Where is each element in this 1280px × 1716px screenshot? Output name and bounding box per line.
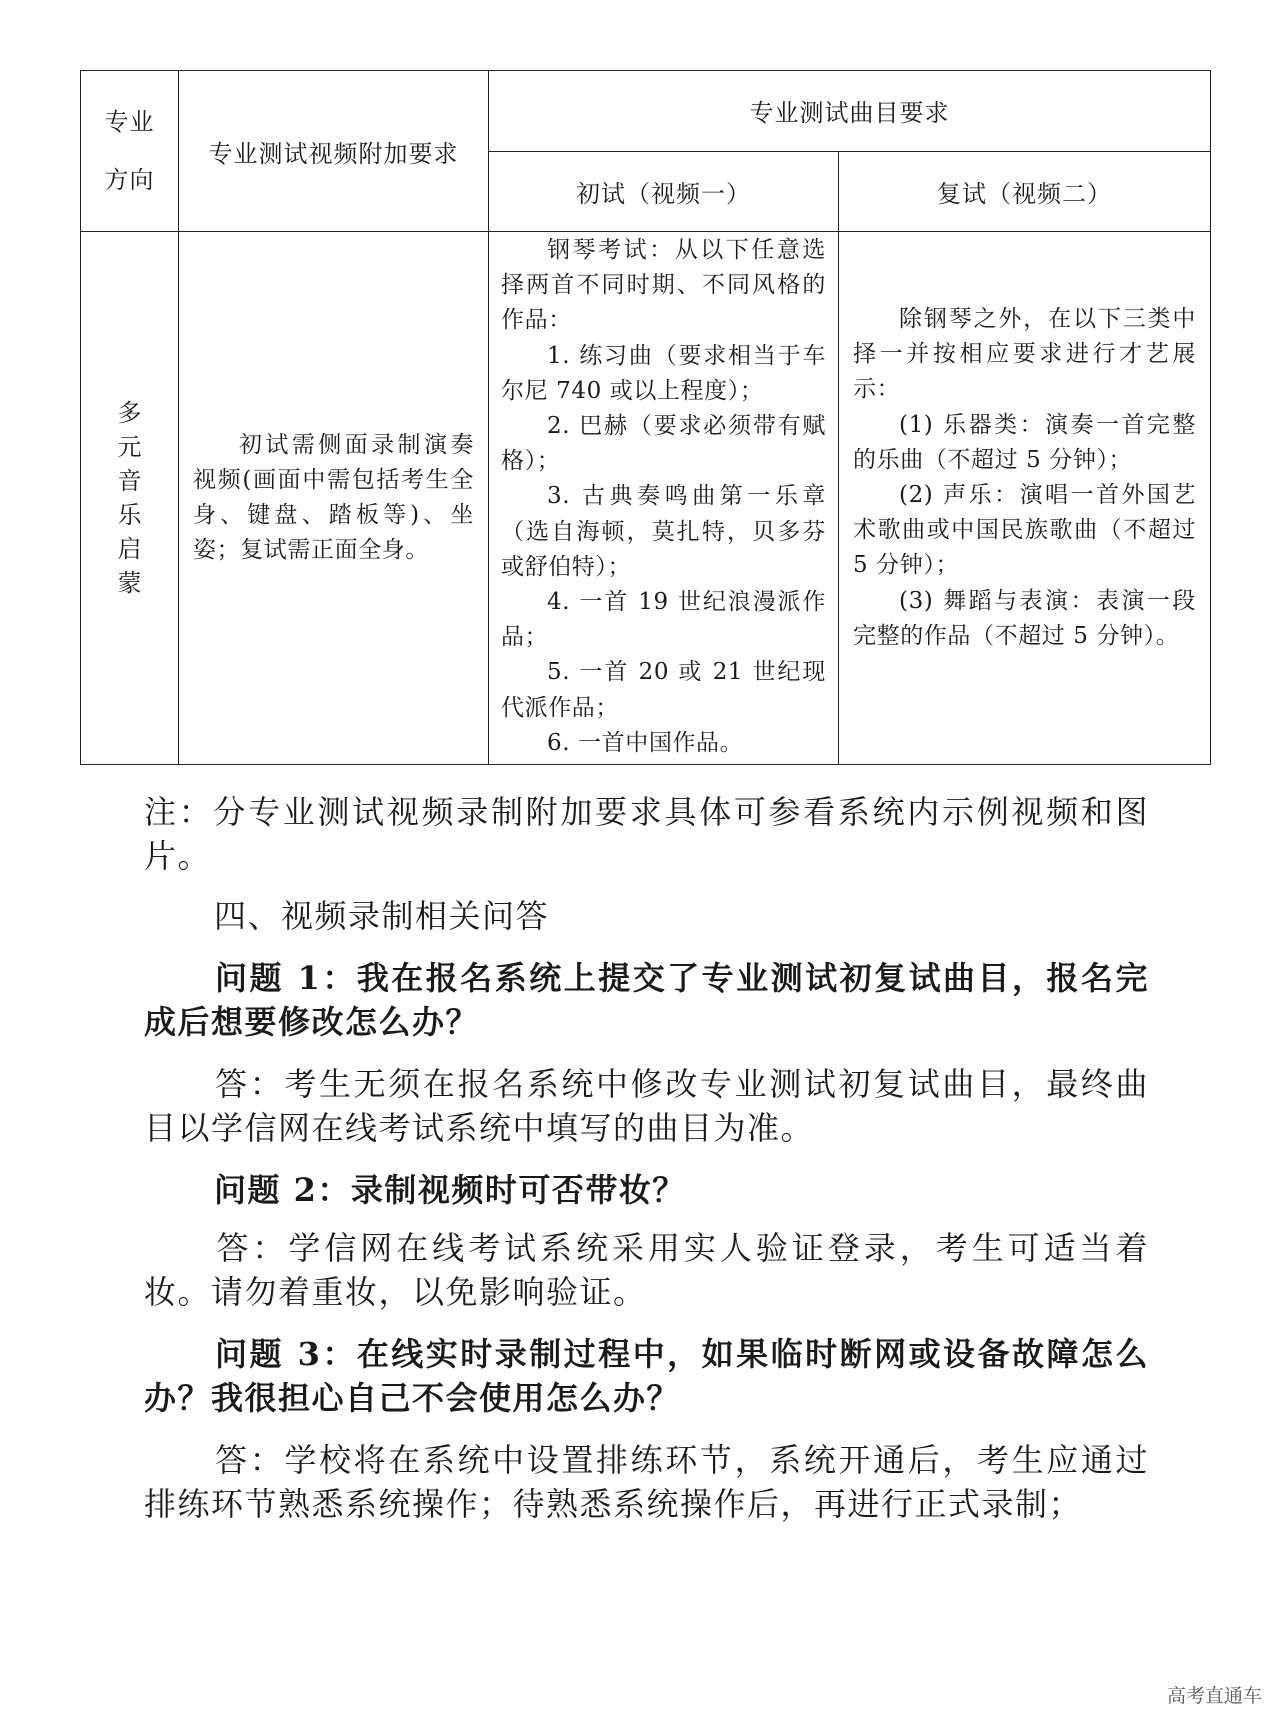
direction-char: 多	[117, 399, 142, 427]
first-round-cell	[489, 232, 839, 765]
first-round-item: 2. 巴赫（要求必须带有赋格）；	[501, 413, 826, 475]
second-round-item: (2) 声乐：演唱一首外国艺术歌曲或中国民族歌曲（不超过 5 分钟）；	[853, 482, 1196, 579]
question-3: 问题 3：在线实时录制过程中，如果临时断网或设备故障怎么办？我很担心自己不会使用怎么办？	[144, 1335, 1149, 1417]
watermark: 高考直通车	[1166, 1686, 1262, 1707]
direction-char: 元	[117, 433, 142, 461]
answer-1: 答：考生无须在报名系统中修改专业测试初复试曲目，最终曲目以学信网在线考试系统中填写的曲目为准。	[144, 1065, 1149, 1147]
additional-requirements-cell	[179, 232, 489, 765]
question-1: 问题 1：我在报名系统上提交了专业测试初复试曲目，报名完成后想要修改怎么办？	[144, 959, 1149, 1041]
header-second-round: 复试（视频二）	[839, 151, 1211, 232]
first-round-item: 4. 一首 19 世纪浪漫派作品；	[501, 589, 826, 651]
question-2: 问题 2：录制视频时可否带妆？	[214, 1171, 686, 1209]
first-round-item: 1. 练习曲（要求相当于车尔尼 740 或以上程度）；	[501, 342, 826, 404]
second-round-cell	[839, 232, 1211, 765]
second-round-intro: 除钢琴之外，在以下三类中择一并按相应要求进行才艺展示：	[853, 306, 1196, 403]
second-round-item: (3) 舞蹈与表演：表演一段完整的作品（不超过 5 分钟）。	[853, 587, 1196, 649]
header-additional-requirements: 专业测试视频附加要求	[179, 71, 489, 232]
first-round-intro: 钢琴考试：从以下任意选择两首不同时期、不同风格的作品：	[501, 237, 826, 334]
additional-requirements-text: 初试需侧面录制演奏视频(画面中需包括考生全身、键盘、踏板等)、坐姿；复试需正面全身。	[193, 431, 474, 564]
direction-char: 音	[117, 467, 142, 495]
header-first-round: 初试（视频一）	[489, 151, 839, 232]
section-heading: 四、视频录制相关问答	[214, 897, 550, 935]
direction-cell	[81, 232, 179, 765]
direction-char: 启	[117, 535, 142, 563]
direction-char: 乐	[117, 501, 142, 529]
first-round-item: 5. 一首 20 或 21 世纪现代派作品；	[501, 659, 826, 721]
answer-2: 答：学信网在线考试系统采用实人验证登录，考生可适当着妆。请勿着重妆，以免影响验证。	[144, 1229, 1149, 1311]
header-piece-requirements: 专业测试曲目要求	[489, 71, 1211, 152]
requirements-table	[80, 70, 1211, 765]
answer-3: 答：学校将在系统中设置排练环节，系统开通后，考生应通过排练环节熟悉系统操作；待熟悉系统操作后，再进行正式录制；	[144, 1441, 1149, 1523]
first-round-item: 3. 古典奏鸣曲第一乐章（选自海顿，莫扎特，贝多芬或舒伯特）；	[501, 483, 826, 580]
table-note: 注：分专业测试视频录制附加要求具体可参看系统内示例视频和图片。	[144, 793, 1149, 875]
second-round-item: (1) 乐器类：演奏一首完整的乐曲（不超过 5 分钟）；	[853, 411, 1196, 473]
direction-char: 蒙	[117, 569, 142, 597]
first-round-item: 6. 一首中国作品。	[547, 729, 744, 756]
header-direction: 专业 方向	[81, 71, 179, 232]
